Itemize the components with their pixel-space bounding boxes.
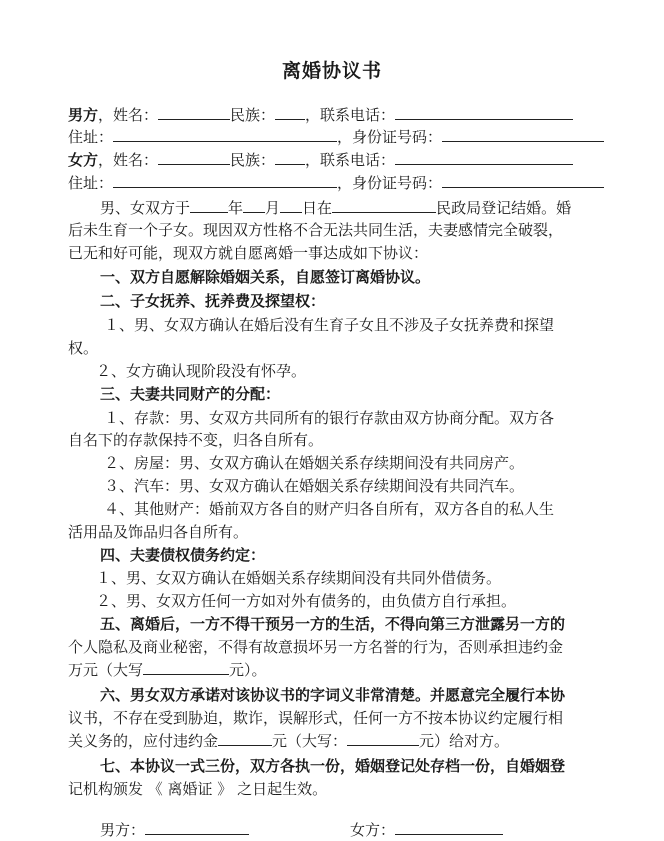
section-7-line-2: 记机构颁发 《 离婚证 》 之日起生效。 [68, 780, 328, 798]
intro-text: 民政局登记结婚。婚 [436, 199, 572, 217]
section-5-line-3 [68, 659, 267, 681]
document-title: 离婚协议书 [281, 60, 382, 82]
clause-3-4-cont: 活用品及饰品归各自所有。 [68, 523, 249, 541]
section-6-text: 六、男女双方承诺对该协议书的字词义非常清楚。并愿意完全履行本协 [100, 686, 566, 704]
husband-name-blank[interactable] [158, 104, 230, 120]
wife-address-row [68, 172, 604, 194]
husband-id-label: ，身份证号码： [337, 128, 443, 146]
registry-office-blank[interactable] [332, 197, 436, 213]
clause-3-4: ４、其他财产：婚前双方各自的财产归各自所有，双方各自的私人生 [104, 500, 555, 518]
section-6-text: 元（大写： [272, 732, 348, 750]
wife-address-blank[interactable] [113, 172, 337, 188]
wife-phone-label: ，联系电话： [305, 151, 396, 169]
wife-name-label: ，姓名： [98, 151, 159, 169]
section-6-text: 元）给对方。 [419, 732, 510, 750]
wife-signature-blank[interactable] [395, 819, 503, 835]
section-4-heading: 四、夫妻债权债务约定： [100, 546, 266, 564]
intro-line-2: 后未生育一个子女。现因双方性格不合无法共同生活，夫妻感情完全破裂， [68, 221, 564, 239]
wife-id-label: ，身份证号码： [337, 174, 443, 192]
section-2-heading: 二、子女抚养、抚养费及探望权： [100, 292, 326, 310]
year-label: 年 [228, 199, 244, 217]
section-7-line-1 [100, 755, 565, 777]
marriage-day-blank[interactable] [280, 197, 302, 213]
husband-address-row [68, 126, 604, 148]
wife-ethnicity-label: 民族： [230, 151, 276, 169]
clause-4-2: ２、男、女双方任何一方如对外有债务的，由负债方自行承担。 [96, 592, 517, 610]
clause-2-1-cont: 权。 [68, 339, 99, 357]
husband-phone-label: ，联系电话： [305, 106, 396, 124]
penalty-amount-blank[interactable] [218, 730, 272, 746]
wife-role: 女方 [68, 151, 99, 169]
section-5-text: 元）。 [229, 661, 267, 679]
intro-line-1 [100, 197, 571, 219]
husband-id-blank[interactable] [442, 126, 604, 142]
husband-name-label: ，姓名： [98, 106, 159, 124]
section-1-heading: 一、双方自愿解除婚姻关系，自愿签订离婚协议。 [100, 268, 431, 286]
clause-2-1: １、男、女双方确认在婚后没有生育子女且不涉及子女抚养费和探望 [104, 316, 555, 334]
penalty-amount-words-blank[interactable] [143, 659, 229, 675]
wife-name-blank[interactable] [158, 149, 230, 165]
day-label: 日在 [302, 199, 333, 217]
husband-address-blank[interactable] [113, 126, 337, 142]
wife-signature [350, 819, 503, 841]
wife-signature-label: 女方： [350, 821, 396, 839]
wife-id-blank[interactable] [442, 172, 604, 188]
section-6-line-2: 议书，不存在受到胁迫，欺诈，误解形式，任何一方不按本协议约定履行相 [68, 709, 564, 727]
wife-phone-blank[interactable] [395, 149, 573, 165]
husband-signature [100, 819, 249, 841]
section-6-line-1 [100, 684, 565, 706]
section-5-text: 五、离婚后，一方不得干预另一方的生活，不得向第三方泄露另一方的 [100, 615, 566, 633]
section-5-line-1 [100, 613, 565, 635]
clause-3-1: １、存款：男、女双方共同所有的银行存款由双方协商分配。双方各 [104, 409, 555, 427]
clause-3-2: ２、房屋：男、女双方确认在婚姻关系存续期间没有共同房产。 [104, 454, 525, 472]
wife-info-row [68, 149, 573, 171]
husband-signature-label: 男方： [100, 821, 146, 839]
husband-address-label: 住址： [68, 128, 114, 146]
husband-info-row [68, 104, 573, 126]
husband-signature-blank[interactable] [145, 819, 249, 835]
intro-line-3: 已无和好可能，现双方就自愿离婚一事达成如下协议： [68, 244, 429, 262]
clause-2-2: ２、女方确认现阶段没有怀孕。 [96, 362, 307, 380]
marriage-month-blank[interactable] [243, 197, 265, 213]
husband-role: 男方 [68, 106, 99, 124]
month-label: 月 [265, 199, 281, 217]
intro-text: 男、女双方于 [100, 199, 191, 217]
husband-ethnicity-label: 民族： [230, 106, 276, 124]
clause-3-3: ３、汽车：男、女双方确认在婚姻关系存续期间没有共同汽车。 [104, 477, 525, 495]
section-5-text: 万元（大写 [68, 661, 144, 679]
section-7-text: 七、本协议一式三份，双方各执一份，婚姻登记处存档一份，自婚姻登 [100, 757, 566, 775]
section-5-line-2: 个人隐私及商业秘密，不得有故意损坏另一方名誉的行为，否则承担违约金 [68, 638, 564, 656]
clause-3-1-cont: 自名下的存款保持不变，归各自所有。 [68, 431, 324, 449]
section-6-text: 关义务的，应付违约金 [68, 732, 219, 750]
marriage-year-blank[interactable] [190, 197, 228, 213]
husband-ethnicity-blank[interactable] [275, 104, 305, 120]
wife-address-label: 住址： [68, 174, 114, 192]
section-6-line-3 [68, 730, 509, 752]
clause-4-1: １、男、女双方确认在婚姻关系存续期间没有共同外借债务。 [96, 569, 502, 587]
section-3-heading: 三、夫妻共同财产的分配： [100, 385, 281, 403]
husband-phone-blank[interactable] [395, 104, 573, 120]
penalty-amount-words-blank-2[interactable] [347, 730, 419, 746]
wife-ethnicity-blank[interactable] [275, 149, 305, 165]
